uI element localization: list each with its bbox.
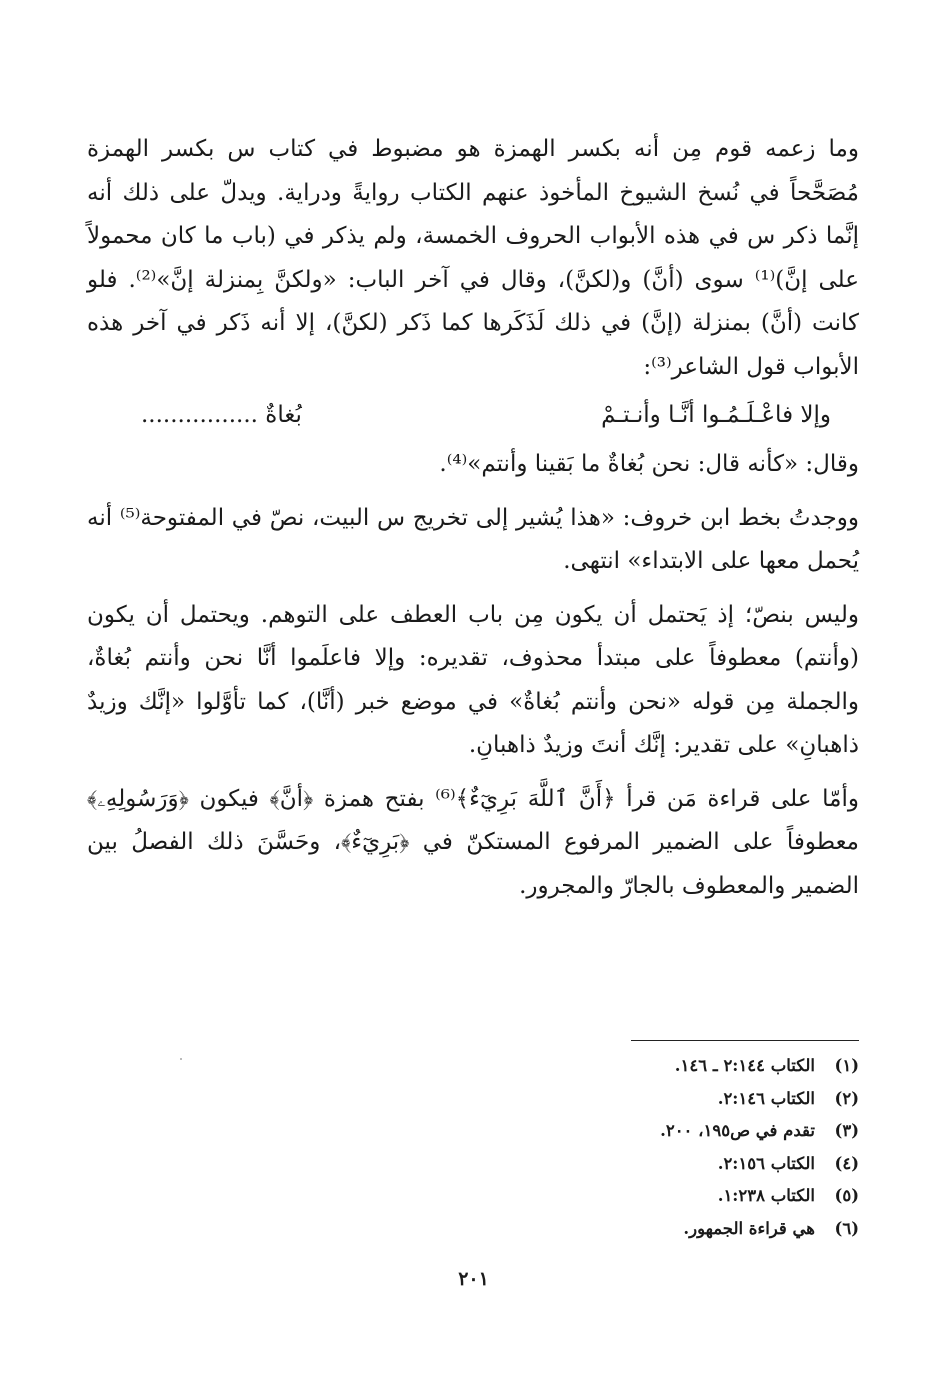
footnote-number: (١): [834, 1056, 859, 1075]
paragraph-1: وما زعمه قوم مِن أنه بكسر الهمزة هو مضبوط في كتاب س بكسر الهمزة مُصَحَّحاً في نُسخ الشيوخ المأخوذ عنهم الكتاب روايةً ودراية. ويدلّ على ذلك أنه إنَّما ذكر س في هذه الأبواب الحروف الخمسة، ولم يذكر في (باب ما كان محمولاً على إنَّ)⁽¹⁾ سوى (أنَّ) و(لكنَّ)، وقال في آخر الباب: «ولكنَّ بِمنزلة إنَّ»⁽²⁾. فلو كانت (أنَّ) بمنزلة (إنَّ) في ذلك لَذَكَرها كما ذَكر (لكنَّ)، إلا أنه ذَكر في آخر هذه الأبواب قول الشاعر⁽³⁾:: [87, 136, 859, 380]
verse-ellipsis: ................: [141, 402, 258, 428]
footnote-number: (٦): [834, 1218, 859, 1238]
footnote-item: [459, 1213, 859, 1246]
footnote-text: تقدم في ص١٩٥، ٢٠٠.: [660, 1121, 815, 1140]
paragraph-3: ووجدتُ بخط ابن خروف: «هذا يُشير إلى تخريج س البيت، نصّ في المفتوحة⁽⁵⁾ أنه يُحمل معها على الابتداء» انتهى.: [87, 504, 859, 574]
footnote-item: [459, 1115, 859, 1148]
footnote-item: [459, 1050, 859, 1083]
footnote-text: الكتاب ١:٢٣٨.: [717, 1186, 815, 1205]
footnote-text: الكتاب ٢:١٤٤ ـ ١٤٦.: [674, 1056, 815, 1075]
main-text: [87, 128, 859, 908]
footnote-number: (٣): [834, 1121, 859, 1140]
footnote-text: هي قراءة الجمهور.: [683, 1218, 815, 1238]
paragraph-5: وأمّا على قراءة مَن قرأ ﴿أَنَّ ٱللَّهَ بَرِيٓءٌ﴾⁽⁶⁾ بفتح همزة ﴿أنَّ﴾ فيكون ﴿وَرَسُولِهِۦ﴾ معطوفاً على الضمير المرفوع المستكنّ في ﴿بَرِيٓءٌ﴾، وحَسَّنَ ذلك الفصلُ بين الضمير والمعطوف بالجارّ والمجرور.: [87, 785, 859, 899]
paragraph-4: وليس بنصّ؛ إذ يَحتمل أن يكون مِن باب العطف على التوهم. ويحتمل أن يكون (وأنتم) معطوفاً على مبتدأ محذوف، تقديره: وإلا فاعلَموا أنَّا نحن وأنتم بُغاةٌ، والجملة مِن قوله «نحن وأنتم بُغاةٌ» في موضع خبر (أنَّا)، كما تأوَّلوا «إنَّك وزيدٌ ذاهبانِ» على تقدير: إنَّك أنتَ وزيدٌ ذاهبانِ.: [87, 601, 859, 758]
scan-speck: [180, 1058, 182, 1060]
verse-first-hemistich: وإلا فاعْـلَـمُـوا أنَّـا وأنـتـمْ: [601, 402, 831, 428]
verse-second-hemistich: [141, 393, 302, 437]
footnote-text: الكتاب ٢:١٤٦.: [717, 1088, 815, 1108]
poetry-verse: [141, 393, 831, 437]
footnotes-list: [459, 1050, 859, 1245]
footnote-item: [459, 1083, 859, 1116]
footnote-item: [459, 1180, 859, 1213]
verse-second-word: بُغاةٌ: [265, 402, 302, 428]
footnote-number: (٥): [834, 1186, 859, 1205]
footnote-number: (٢): [834, 1088, 859, 1108]
paragraph-2: وقال: «كأنه قال: نحن بُغاةٌ ما بَقينا وأنتم»⁽⁴⁾.: [439, 451, 859, 477]
footnote-separator: [631, 1040, 859, 1041]
footnote-item: [459, 1148, 859, 1181]
footnote-text: الكتاب ٢:١٥٦.: [717, 1153, 815, 1173]
page-number: ٢٠١: [458, 1268, 489, 1290]
footnote-number: (٤): [834, 1153, 859, 1173]
